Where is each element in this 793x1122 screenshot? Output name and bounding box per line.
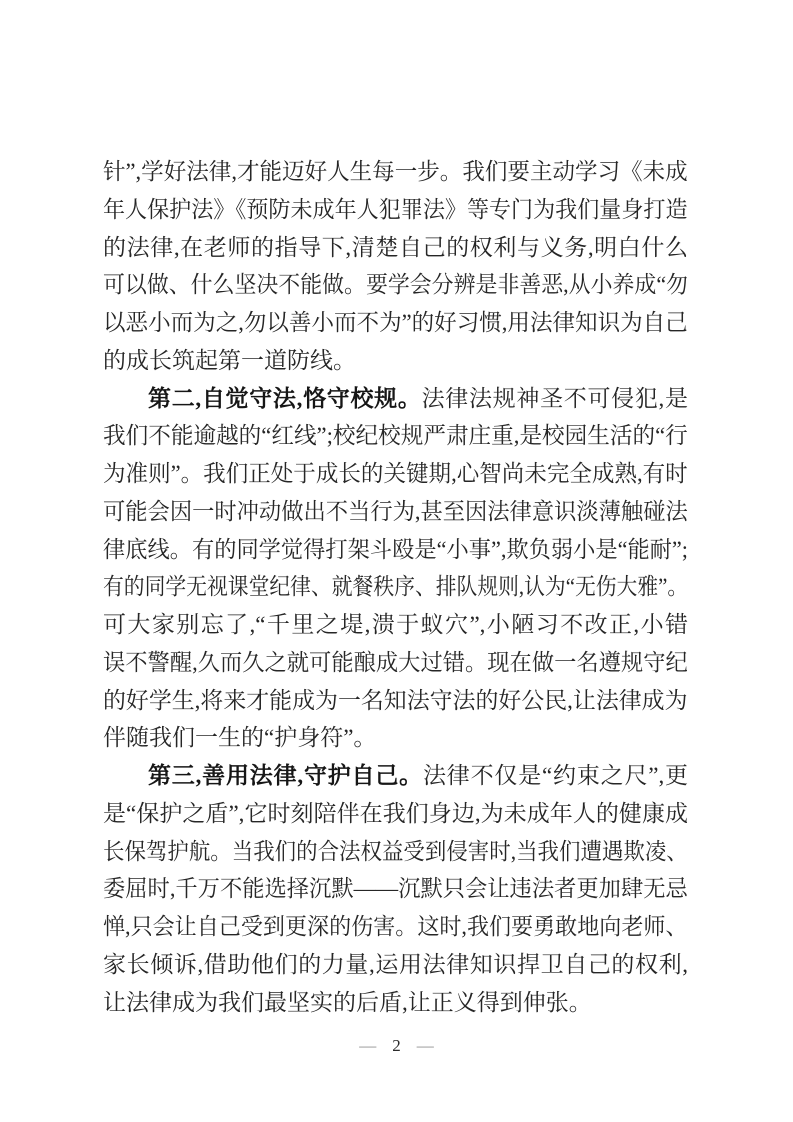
page-number: 2 <box>392 1036 401 1055</box>
text-line: 我们不能逾越的“红线”;校纪校规严肃庄重,是校园生活的“行 <box>103 423 688 449</box>
line-text: 法律法规神圣不可侵犯,是 <box>421 385 689 411</box>
text-line: 律底线。有的同学觉得打架斗殴是“小事”,欺负弱小是“能耐”; <box>103 536 688 562</box>
text-line: 为准则”。我们正处于成长的关键期,心智尚未完全成熟,有时 <box>103 461 688 486</box>
text-line: 的好学生,将来才能成为一名知法守法的好公民,让法律成为 <box>103 687 688 713</box>
text-line: 针”,学好法律,才能迈好人生每一步。我们要主动学习《未成 <box>103 159 688 184</box>
paragraph-lead: 第二,自觉守法,恪守校规。 <box>148 385 422 411</box>
text-block <box>103 153 688 1021</box>
text-line: 年人保护法》《预防未成年人犯罪法》等专门为我们量身打造 <box>103 196 688 222</box>
text-line: 有的同学无视课堂纪律、就餐秩序、排队规则,认为“无伤大雅”。 <box>103 574 689 600</box>
text-line <box>103 757 688 795</box>
text-line: 长保驾护航。当我们的合法权益受到侵害时,当我们遭遇欺凌、 <box>103 838 688 864</box>
line-text: 法律不仅是“约束之尺”,更 <box>422 763 689 788</box>
text-line: 家长倾诉,借助他们的力量,运用法律知识捍卫自己的权利, <box>103 951 688 977</box>
page-footer <box>0 1031 793 1061</box>
paragraph <box>103 153 688 380</box>
text-line: 的法律,在老师的指导下,清楚自己的权利与义务,明白什么 <box>103 234 688 260</box>
text-line: 伴随我们一生的“护身符”。 <box>103 725 377 751</box>
text-line <box>103 380 688 418</box>
text-line: 的成长筑起第一道防线。 <box>103 347 356 373</box>
text-line: 可大家别忘了,“千里之堤,溃于蚁穴”,小陋习不改正,小错 <box>103 612 688 637</box>
paragraph <box>103 380 688 758</box>
paragraph-lead: 第三,善用法律,守护自己。 <box>148 763 423 788</box>
text-line: 委屈时,千万不能选择沉默——沉默只会让违法者更加肆无忌 <box>103 876 688 902</box>
text-line: 是“保护之盾”,它时刻陪伴在我们身边,为未成年人的健康成 <box>103 800 688 826</box>
footer-dash-left: — <box>359 1036 377 1055</box>
paragraph <box>103 757 688 1021</box>
text-line: 可能会因一时冲动做出不当行为,甚至因法律意识淡薄触碰法 <box>103 498 688 524</box>
text-line: 误不警醒,久而久之就可能酿成大过错。现在做一名遵规守纪 <box>103 649 688 675</box>
text-line: 让法律成为我们最坚实的后盾,让正义得到伸张。 <box>103 989 592 1015</box>
footer-dash-right: — <box>416 1036 434 1055</box>
text-line: 以恶小而为之,勿以善小而不为”的好习惯,用法律知识为自己 <box>103 310 688 335</box>
text-line: 惮,只会让自己受到更深的伤害。这时,我们要勇敢地向老师、 <box>103 914 688 939</box>
text-line: 可以做、什么坚决不能做。要学会分辨是非善恶,从小养成“勿 <box>103 272 688 298</box>
